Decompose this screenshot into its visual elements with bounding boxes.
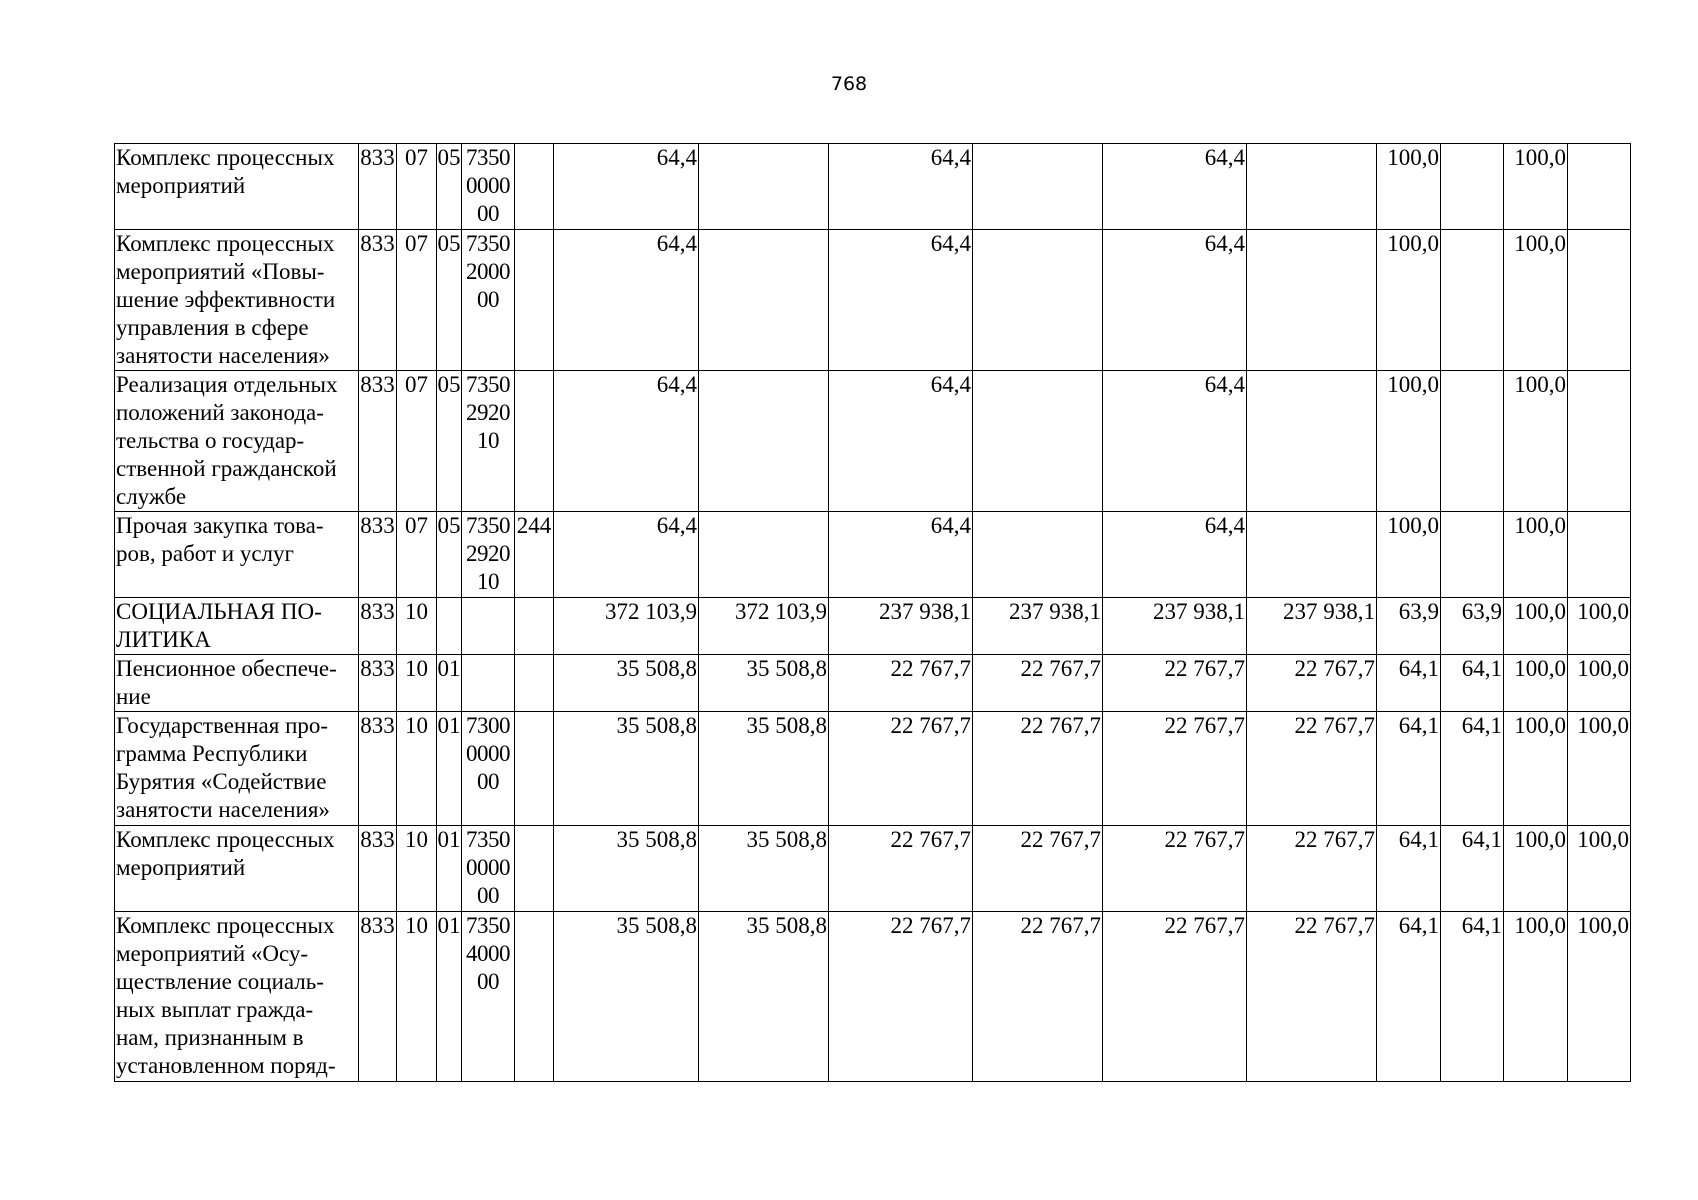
percent-cell-4: 100,0 — [1568, 912, 1631, 1082]
amount-cell-1: 35 508,8 — [554, 826, 699, 912]
percent-cell-2: 64,1 — [1441, 655, 1504, 712]
percent-cell-3: 100,0 — [1504, 655, 1568, 712]
percent-cell-3: 100,0 — [1504, 512, 1568, 598]
amount-cell-4 — [973, 371, 1103, 512]
percent-cell-3: 100,0 — [1504, 598, 1568, 655]
amount-cell-3: 64,4 — [829, 230, 973, 371]
percent-cell-4 — [1568, 230, 1631, 371]
amount-cell-1: 64,4 — [554, 144, 699, 230]
table-row — [115, 598, 1631, 655]
section-code-cell: 10 — [397, 826, 437, 912]
amount-cell-6: 22 767,7 — [1247, 712, 1377, 826]
row-name-cell: Комплекс процессных мероприятий — [115, 144, 359, 230]
expense-type-cell — [515, 598, 554, 655]
amount-cell-3: 22 767,7 — [829, 912, 973, 1082]
amount-cell-1: 64,4 — [554, 371, 699, 512]
grbs-code-cell: 833 — [359, 912, 397, 1082]
subsection-code-cell: 01 — [437, 655, 462, 712]
percent-cell-4: 100,0 — [1568, 826, 1631, 912]
percent-cell-3: 100,0 — [1504, 144, 1568, 230]
grbs-code-cell: 833 — [359, 826, 397, 912]
amount-cell-1: 64,4 — [554, 512, 699, 598]
amount-cell-1: 35 508,8 — [554, 712, 699, 826]
percent-cell-1: 100,0 — [1377, 371, 1441, 512]
amount-cell-6 — [1247, 371, 1377, 512]
section-code-cell: 10 — [397, 655, 437, 712]
amount-cell-3: 64,4 — [829, 144, 973, 230]
subsection-code-cell — [437, 598, 462, 655]
amount-cell-5: 64,4 — [1103, 144, 1247, 230]
amount-cell-2: 35 508,8 — [699, 712, 829, 826]
table-row — [115, 371, 1631, 512]
subsection-code-cell: 05 — [437, 230, 462, 371]
table-row — [115, 712, 1631, 826]
amount-cell-5: 22 767,7 — [1103, 912, 1247, 1082]
grbs-code-cell: 833 — [359, 655, 397, 712]
percent-cell-2: 64,1 — [1441, 912, 1504, 1082]
table-row — [115, 512, 1631, 598]
percent-cell-1: 64,1 — [1377, 912, 1441, 1082]
amount-cell-3: 22 767,7 — [829, 712, 973, 826]
grbs-code-cell: 833 — [359, 598, 397, 655]
grbs-code-cell: 833 — [359, 230, 397, 371]
percent-cell-3: 100,0 — [1504, 912, 1568, 1082]
percent-cell-1: 100,0 — [1377, 230, 1441, 371]
percent-cell-1: 64,1 — [1377, 712, 1441, 826]
amount-cell-1: 35 508,8 — [554, 655, 699, 712]
expense-type-cell — [515, 912, 554, 1082]
amount-cell-6 — [1247, 230, 1377, 371]
grbs-code-cell: 833 — [359, 144, 397, 230]
row-name-cell: Реализация отдельных положений законода- тельства о государ- ственной гражданской службе — [115, 371, 359, 512]
percent-cell-1: 100,0 — [1377, 144, 1441, 230]
table-row — [115, 230, 1631, 371]
amount-cell-3: 237 938,1 — [829, 598, 973, 655]
amount-cell-2 — [699, 371, 829, 512]
section-code-cell: 07 — [397, 144, 437, 230]
amount-cell-5: 237 938,1 — [1103, 598, 1247, 655]
grbs-code-cell: 833 — [359, 371, 397, 512]
percent-cell-1: 64,1 — [1377, 826, 1441, 912]
amount-cell-6 — [1247, 512, 1377, 598]
row-name-cell: Комплекс процессных мероприятий «Осу- ществление социаль- ных выплат гражда- нам, признанным в установленном поряд- — [115, 912, 359, 1082]
target-article-cell: 7350 0000 00 — [462, 144, 515, 230]
percent-cell-4 — [1568, 371, 1631, 512]
amount-cell-6: 22 767,7 — [1247, 826, 1377, 912]
row-name-cell: Пенсионное обеспече- ние — [115, 655, 359, 712]
percent-cell-4: 100,0 — [1568, 598, 1631, 655]
table-row — [115, 826, 1631, 912]
amount-cell-2 — [699, 230, 829, 371]
amount-cell-6: 22 767,7 — [1247, 655, 1377, 712]
amount-cell-4 — [973, 512, 1103, 598]
amount-cell-4: 22 767,7 — [973, 826, 1103, 912]
percent-cell-3: 100,0 — [1504, 230, 1568, 371]
amount-cell-2 — [699, 144, 829, 230]
expense-type-cell — [515, 712, 554, 826]
amount-cell-6: 22 767,7 — [1247, 912, 1377, 1082]
amount-cell-3: 64,4 — [829, 371, 973, 512]
amount-cell-2 — [699, 512, 829, 598]
subsection-code-cell: 05 — [437, 371, 462, 512]
expense-type-cell — [515, 371, 554, 512]
subsection-code-cell: 05 — [437, 512, 462, 598]
percent-cell-3: 100,0 — [1504, 371, 1568, 512]
amount-cell-5: 22 767,7 — [1103, 712, 1247, 826]
amount-cell-3: 22 767,7 — [829, 826, 973, 912]
percent-cell-1: 100,0 — [1377, 512, 1441, 598]
subsection-code-cell: 01 — [437, 912, 462, 1082]
amount-cell-1: 372 103,9 — [554, 598, 699, 655]
percent-cell-4 — [1568, 512, 1631, 598]
budget-table — [114, 143, 1631, 1082]
amount-cell-1: 64,4 — [554, 230, 699, 371]
percent-cell-2 — [1441, 512, 1504, 598]
subsection-code-cell: 05 — [437, 144, 462, 230]
percent-cell-1: 63,9 — [1377, 598, 1441, 655]
row-name-cell: Государственная про- грамма Республики Бурятия «Содействие занятости населения» — [115, 712, 359, 826]
amount-cell-4: 22 767,7 — [973, 655, 1103, 712]
percent-cell-3: 100,0 — [1504, 826, 1568, 912]
percent-cell-4 — [1568, 144, 1631, 230]
expense-type-cell — [515, 826, 554, 912]
percent-cell-3: 100,0 — [1504, 712, 1568, 826]
target-article-cell: 7350 2920 10 — [462, 512, 515, 598]
subsection-code-cell: 01 — [437, 712, 462, 826]
amount-cell-5: 64,4 — [1103, 512, 1247, 598]
amount-cell-5: 64,4 — [1103, 230, 1247, 371]
table-row — [115, 144, 1631, 230]
row-name-cell: Комплекс процессных мероприятий — [115, 826, 359, 912]
amount-cell-4: 237 938,1 — [973, 598, 1103, 655]
grbs-code-cell: 833 — [359, 712, 397, 826]
amount-cell-2: 35 508,8 — [699, 655, 829, 712]
amount-cell-3: 64,4 — [829, 512, 973, 598]
target-article-cell: 7350 2920 10 — [462, 371, 515, 512]
subsection-code-cell: 01 — [437, 826, 462, 912]
expense-type-cell: 244 — [515, 512, 554, 598]
amount-cell-2: 35 508,8 — [699, 912, 829, 1082]
amount-cell-3: 22 767,7 — [829, 655, 973, 712]
expense-type-cell — [515, 230, 554, 371]
amount-cell-4 — [973, 144, 1103, 230]
section-code-cell: 10 — [397, 598, 437, 655]
expense-type-cell — [515, 655, 554, 712]
percent-cell-2: 64,1 — [1441, 712, 1504, 826]
row-name-cell: Прочая закупка това- ров, работ и услуг — [115, 512, 359, 598]
percent-cell-2 — [1441, 371, 1504, 512]
percent-cell-2 — [1441, 230, 1504, 371]
amount-cell-5: 22 767,7 — [1103, 655, 1247, 712]
row-name-cell: СОЦИАЛЬНАЯ ПО- ЛИТИКА — [115, 598, 359, 655]
amount-cell-4 — [973, 230, 1103, 371]
target-article-cell: 7300 0000 00 — [462, 712, 515, 826]
grbs-code-cell: 833 — [359, 512, 397, 598]
target-article-cell: 7350 0000 00 — [462, 826, 515, 912]
percent-cell-2: 63,9 — [1441, 598, 1504, 655]
section-code-cell: 07 — [397, 371, 437, 512]
section-code-cell: 10 — [397, 712, 437, 826]
percent-cell-2 — [1441, 144, 1504, 230]
percent-cell-2: 64,1 — [1441, 826, 1504, 912]
amount-cell-4: 22 767,7 — [973, 912, 1103, 1082]
target-article-cell: 7350 4000 00 — [462, 912, 515, 1082]
page-number: 768 — [830, 73, 868, 95]
amount-cell-5: 64,4 — [1103, 371, 1247, 512]
amount-cell-6: 237 938,1 — [1247, 598, 1377, 655]
section-code-cell: 07 — [397, 230, 437, 371]
amount-cell-2: 372 103,9 — [699, 598, 829, 655]
amount-cell-4: 22 767,7 — [973, 712, 1103, 826]
target-article-cell — [462, 598, 515, 655]
percent-cell-4: 100,0 — [1568, 655, 1631, 712]
percent-cell-1: 64,1 — [1377, 655, 1441, 712]
section-code-cell: 10 — [397, 912, 437, 1082]
amount-cell-1: 35 508,8 — [554, 912, 699, 1082]
amount-cell-6 — [1247, 144, 1377, 230]
table-body — [115, 144, 1631, 1082]
row-name-cell: Комплекс процессных мероприятий «Повы- шение эффективности управления в сфере занятости населения» — [115, 230, 359, 371]
target-article-cell: 7350 2000 00 — [462, 230, 515, 371]
section-code-cell: 07 — [397, 512, 437, 598]
percent-cell-4: 100,0 — [1568, 712, 1631, 826]
table-row — [115, 655, 1631, 712]
target-article-cell — [462, 655, 515, 712]
amount-cell-5: 22 767,7 — [1103, 826, 1247, 912]
expense-type-cell — [515, 144, 554, 230]
amount-cell-2: 35 508,8 — [699, 826, 829, 912]
table-row — [115, 912, 1631, 1082]
